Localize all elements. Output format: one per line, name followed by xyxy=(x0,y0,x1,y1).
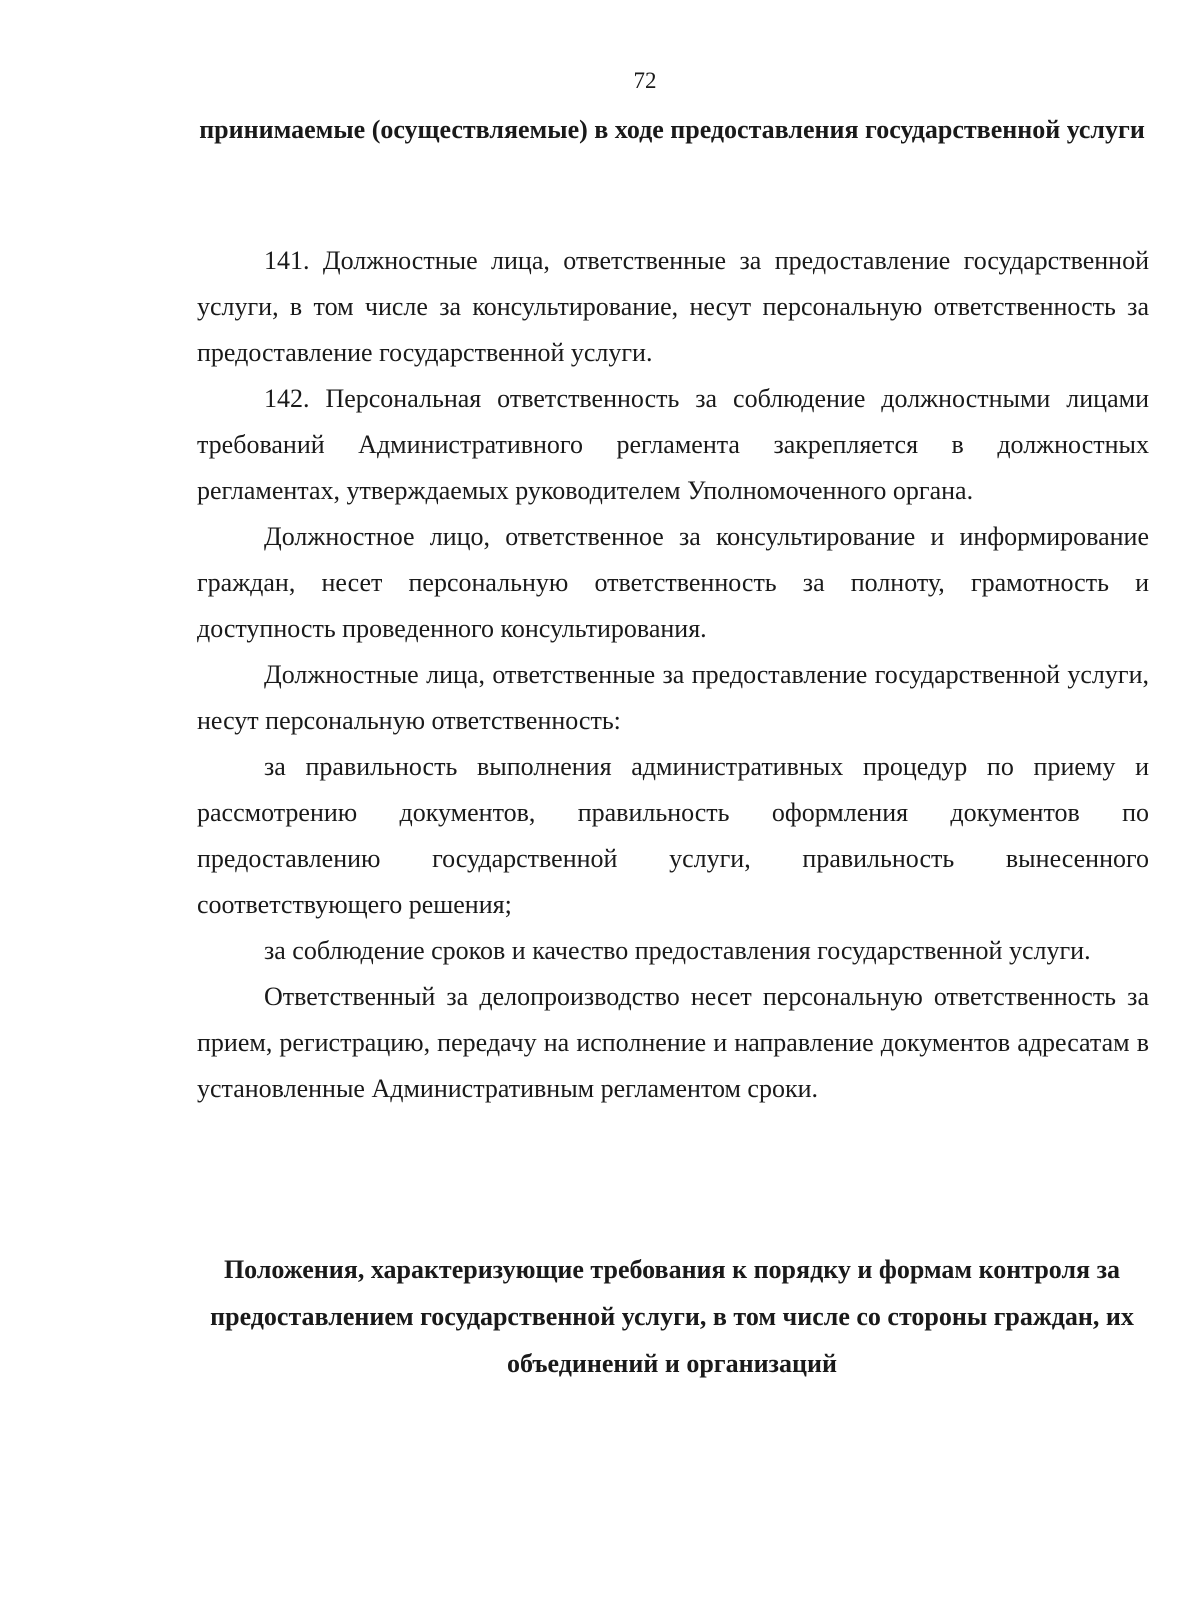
paragraph-141: 141. Должностные лица, ответственные за предоставление государственной услуги, в том числе за консультирование, несут персональную ответственность за предоставление государственной услуги. xyxy=(197,246,1149,367)
body-text xyxy=(197,238,1149,1112)
section-heading-top: принимаемые (осуществляемые) в ходе предоставления государственной услуги xyxy=(199,115,1145,144)
paragraph-officials-responsibility: Должностные лица, ответственные за предоставление государственной услуги, несут персональную ответственность: xyxy=(197,660,1149,735)
paragraph-142: 142. Персональная ответственность за соблюдение должностными лицами требований Административного регламента закрепляется в должностных регламентах, утверждаемых руководителем Уполномоченного органа. xyxy=(197,384,1149,505)
paragraph-records-management: Ответственный за делопроизводство несет персональную ответственность за прием, регистрацию, передачу на исполнение и направление документов адресатам в установленные Административным регламентом сроки. xyxy=(197,982,1149,1103)
paragraph-consultation-responsibility: Должностное лицо, ответственное за консультирование и информирование граждан, несет персональную ответственность за полноту, грамотность и доступность проведенного консультирования. xyxy=(197,522,1149,643)
paragraph-deadlines-quality: за соблюдение сроков и качество предоставления государственной услуги. xyxy=(264,936,1091,965)
section-heading-bottom: Положения, характеризующие требования к порядку и формам контроля за предоставлением государственной услуги, в том числе со стороны граждан, их объединений и организаций xyxy=(210,1255,1134,1378)
page-number: 72 xyxy=(633,68,657,93)
paragraph-procedures-correctness: за правильность выполнения административных процедур по приему и рассмотрению документов, правильность оформления документов по предоставлению государственной услуги, правильность вынесенного соответствующего решения; xyxy=(197,752,1149,919)
